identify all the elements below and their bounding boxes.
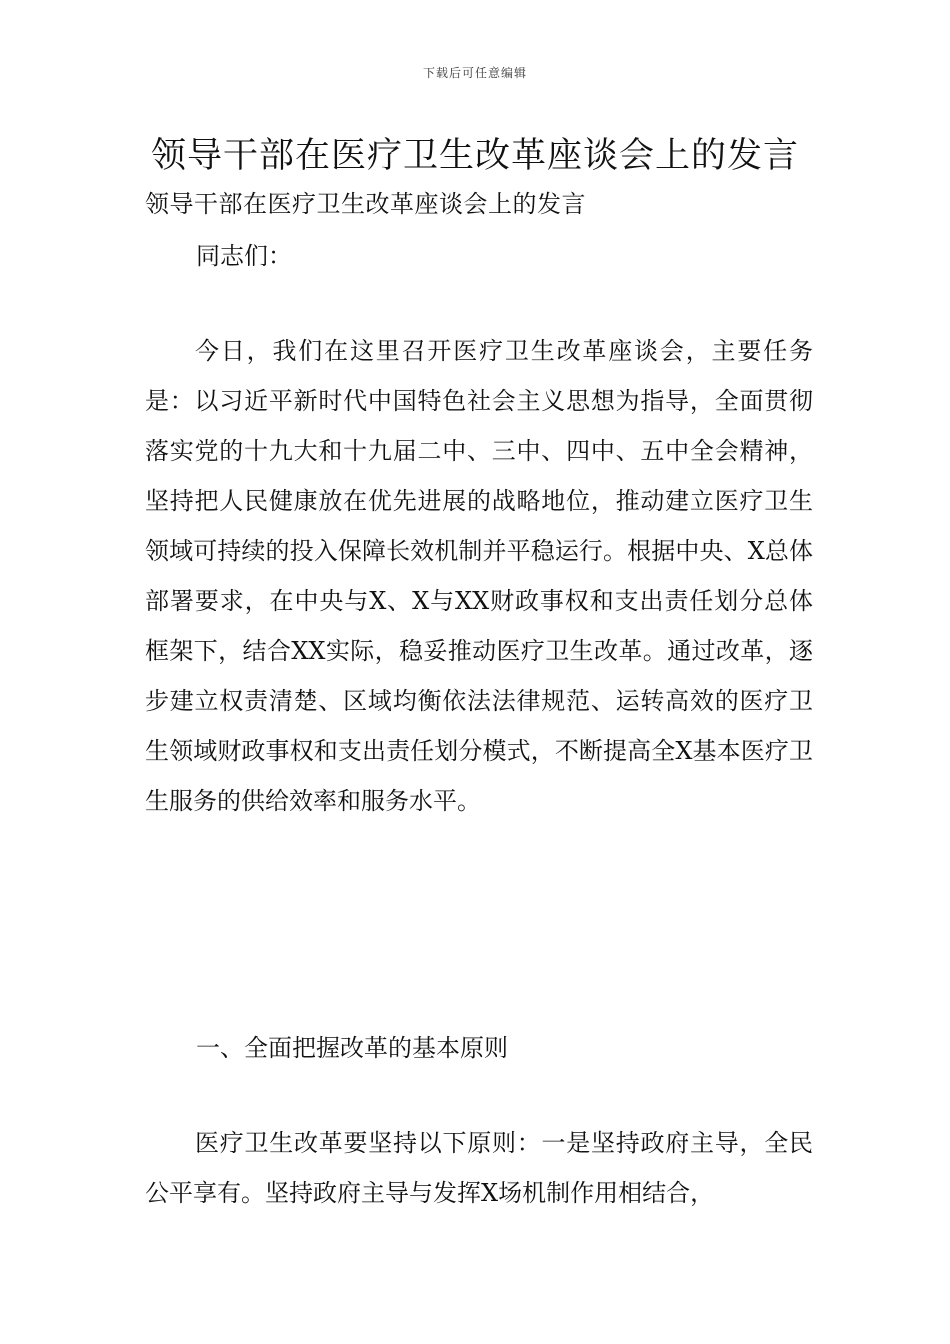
section-heading-1: 一、全面把握改革的基本原则	[196, 1034, 508, 1062]
document-subtitle: 领导干部在医疗卫生改革座谈会上的发言	[145, 190, 586, 218]
body-paragraph-1: 今日，我们在这里召开医疗卫生改革座谈会，主要任务是：以习近平新时代中国特色社会主义思想为指导，全面贯彻落实党的十九大和十九届二中、三中、四中、五中全会精神，坚持把人民健康放在优先进展的战略地位，推动建立医疗卫生领域可持续的投入保障长效机制并平稳运行。根据中央、X总体部署要求，在中央与X、X与XX财政事权和支出责任划分总体框架下，结合XX实际，稳妥推动医疗卫生改革。通过改革，逐步建立权责清楚、区域均衡依法法律规范、运转高效的医疗卫生领域财政事权和支出责任划分模式，不断提高全X基本医疗卫生服务的供给效率和服务水平。	[145, 337, 813, 815]
greeting: 同志们：	[196, 242, 292, 270]
header-note: 下载后可任意编辑	[422, 66, 527, 80]
document-title: 领导干部在医疗卫生改革座谈会上的发言	[150, 136, 799, 176]
body-paragraph-2: 医疗卫生改革要坚持以下原则：一是坚持政府主导，全民公平享有。坚持政府主导与发挥X场机制作用相结合，	[145, 1129, 813, 1207]
